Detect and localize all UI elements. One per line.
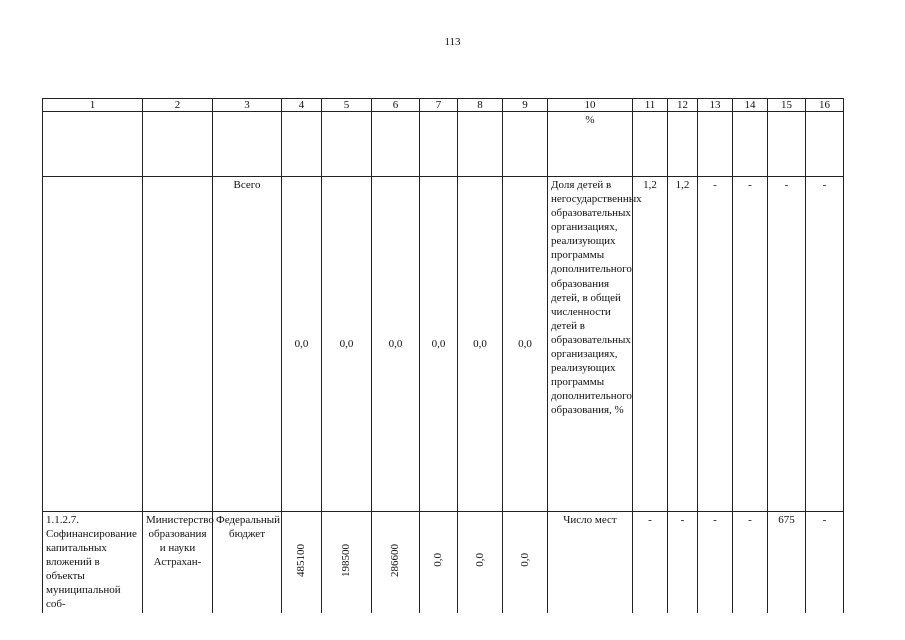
table-row [43, 177, 844, 512]
col-number: 11 [633, 99, 668, 112]
col-number: 5 [322, 99, 372, 112]
indicator-value-cell: - [633, 512, 668, 613]
indicator-unit-cell: % [548, 112, 633, 177]
indicator-value-cell: - [768, 177, 806, 512]
indicator-name-cell: Доля детей в негосударственных образовательных организациях, реализующих программы дополнительного образования детей, в общей численности детей в образовательных организациях, реализующих программы дополнительного образования, % [548, 177, 633, 512]
indicator-value-cell: - [806, 177, 844, 512]
indicator-value-cell: - [698, 512, 733, 613]
indicator-value-cell: 1,2 [633, 177, 668, 512]
table-cell [143, 177, 213, 512]
col-number: 8 [458, 99, 503, 112]
value-text: 0,0 [432, 553, 445, 568]
table-cell [282, 112, 322, 177]
table-cell [668, 112, 698, 177]
table-cell [733, 112, 768, 177]
col-number: 7 [420, 99, 458, 112]
indicator-value-cell: - [806, 512, 844, 613]
col-number: 16 [806, 99, 844, 112]
table-cell [420, 112, 458, 177]
table-row [43, 112, 844, 177]
col-number: 15 [768, 99, 806, 112]
value-cell: 0,0 [458, 177, 503, 512]
value-cell [503, 512, 548, 613]
value-cell: 0,0 [372, 177, 420, 512]
column-number-row [43, 99, 844, 112]
value-cell [458, 512, 503, 613]
table-cell [698, 112, 733, 177]
program-table [42, 98, 844, 613]
table-cell [43, 177, 143, 512]
table-row [43, 512, 844, 613]
indicator-value-cell: - [733, 512, 768, 613]
value-cell [420, 512, 458, 613]
value-text: 0,0 [518, 553, 531, 568]
value-text: 286600 [389, 543, 402, 577]
col-number: 3 [213, 99, 282, 112]
value-cell: 0,0 [282, 177, 322, 512]
col-number: 9 [503, 99, 548, 112]
indicator-value-cell: - [668, 512, 698, 613]
page-number: 113 [444, 36, 461, 48]
col-number: 13 [698, 99, 733, 112]
table-cell [143, 112, 213, 177]
value-text: 198500 [340, 543, 353, 577]
col-number: 2 [143, 99, 213, 112]
indicator-value-cell: 675 [768, 512, 806, 613]
table-cell [806, 112, 844, 177]
col-number: 4 [282, 99, 322, 112]
indicator-value-cell: - [698, 177, 733, 512]
value-text: 485100 [295, 543, 308, 577]
executor-cell: Министерство образования и науки Астрахан- [143, 512, 213, 613]
col-number: 6 [372, 99, 420, 112]
table-cell [458, 112, 503, 177]
table-cell [633, 112, 668, 177]
funding-source-cell: Всего [213, 177, 282, 512]
value-cell: 0,0 [322, 177, 372, 512]
measure-name-cell: 1.1.2.7. Софинансирование капитальных вложений в объекты муниципальной соб- [43, 512, 143, 613]
value-cell [282, 512, 322, 613]
col-number: 1 [43, 99, 143, 112]
col-number: 12 [668, 99, 698, 112]
table-cell [213, 112, 282, 177]
funding-source-cell: Федеральный бюджет [213, 512, 282, 613]
value-text: 0,0 [473, 553, 486, 568]
table-cell [503, 112, 548, 177]
value-cell: 0,0 [503, 177, 548, 512]
value-cell [372, 512, 420, 613]
value-cell [322, 512, 372, 613]
table-cell [768, 112, 806, 177]
table-cell [372, 112, 420, 177]
indicator-value-cell: - [733, 177, 768, 512]
value-cell: 0,0 [420, 177, 458, 512]
table-cell [322, 112, 372, 177]
indicator-value-cell: 1,2 [668, 177, 698, 512]
col-number: 10 [548, 99, 633, 112]
col-number: 14 [733, 99, 768, 112]
indicator-name-cell: Число мест [548, 512, 633, 613]
table-cell [43, 112, 143, 177]
